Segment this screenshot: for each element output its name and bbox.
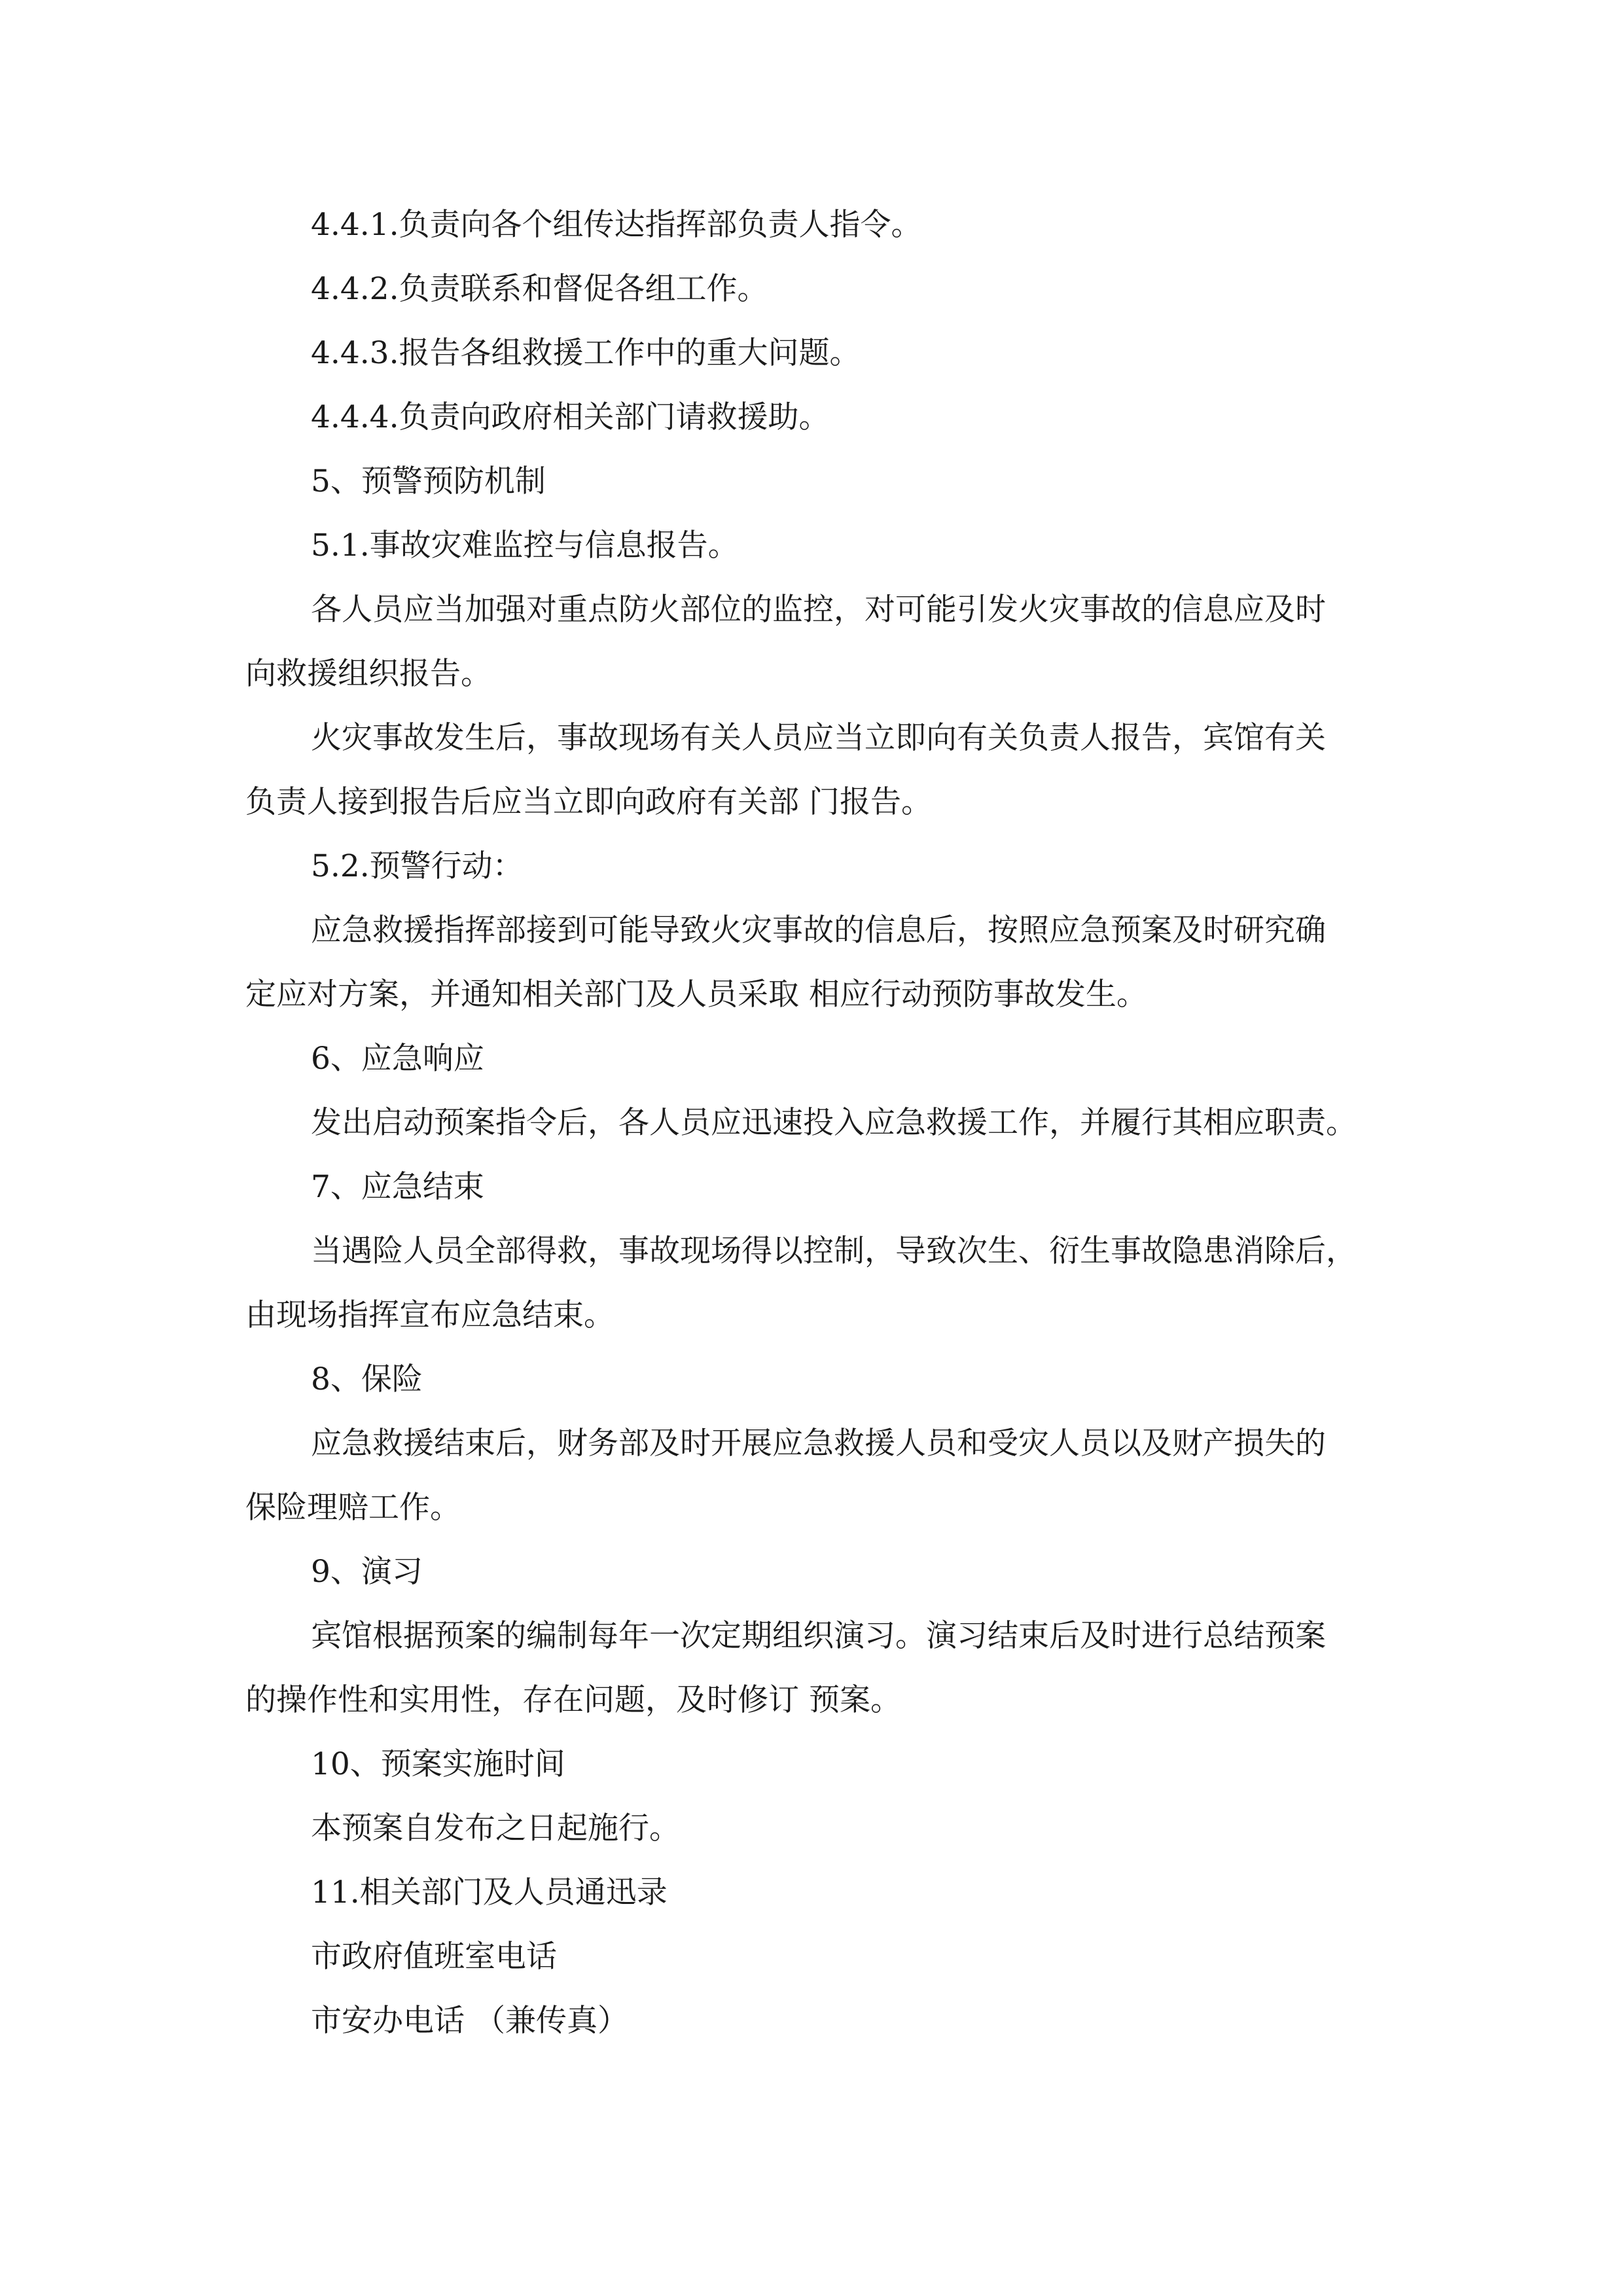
contact-entry: 市政府值班室电话: [311, 1939, 557, 1975]
document-body: [245, 193, 1381, 2053]
paragraph-line: 各人员应当加强对重点防火部位的监控，对可能引发火灾事故的信息应及时: [311, 592, 1326, 628]
paragraph-line: 当遇险人员全部得救，事故现场得以控制，导致次生、衍生事故隐患消除后，: [311, 1233, 1357, 1269]
paragraph-line: 宾馆根据预案的编制每年一次定期组织演习。演习结束后及时进行总结预案: [311, 1618, 1326, 1654]
paragraph-line: 本预案自发布之日起施行。: [311, 1810, 680, 1846]
clause-4-4-3: 4.4.3.报告各组救援工作中的重大问题。: [311, 335, 861, 371]
section-heading-11: 11.相关部门及人员通迅录: [311, 1874, 668, 1910]
paragraph-line: 的操作性和实用性，存在问题，及时修订 预案。: [245, 1682, 901, 1718]
paragraph-line: 发出启动预案指令后，各人员应迅速投入应急救援工作，并履行其相应职责。: [311, 1105, 1357, 1141]
section-heading-9: 9、演习: [311, 1554, 423, 1590]
paragraph-line: 负责人接到报告后应当立即向政府有关部 门报告。: [245, 784, 932, 820]
clause-5-1: 5.1.事故灾难监控与信息报告。: [311, 528, 739, 564]
section-heading-6: 6、应急响应: [311, 1041, 484, 1077]
clause-4-4-1: 4.4.1.负责向各个组传达指挥部负责人指令。: [311, 207, 922, 243]
paragraph-line: 火灾事故发生后，事故现场有关人员应当立即向有关负责人报告，宾馆有关: [311, 720, 1326, 756]
paragraph-line: 定应对方案，并通知相关部门及人员采取 相应行动预防事故发生。: [245, 977, 1147, 1013]
section-heading-5: 5、预警预防机制: [311, 463, 546, 499]
paragraph-line: 由现场指挥宣布应急结束。: [245, 1297, 615, 1333]
clause-4-4-2: 4.4.2.负责联系和督促各组工作。: [311, 271, 768, 307]
section-heading-8: 8、保险: [311, 1361, 423, 1397]
contact-entry: 市安办电话 （兼传真）: [311, 2003, 628, 2039]
paragraph-line: 向救援组织报告。: [245, 656, 491, 692]
paragraph-line: 应急救援指挥部接到可能导致火灾事故的信息后，按照应急预案及时研究确: [311, 912, 1326, 948]
clause-5-2: 5.2.预警行动：: [311, 848, 524, 884]
paragraph-line: 保险理赔工作。: [245, 1490, 461, 1526]
section-heading-7: 7、应急结束: [311, 1169, 484, 1205]
paragraph-line: 应急救援结束后，财务部及时开展应急救援人员和受灾人员以及财产损失的: [311, 1426, 1326, 1462]
clause-4-4-4: 4.4.4.负责向政府相关部门请救援助。: [311, 399, 830, 435]
section-heading-10: 10、预案实施时间: [311, 1746, 565, 1782]
